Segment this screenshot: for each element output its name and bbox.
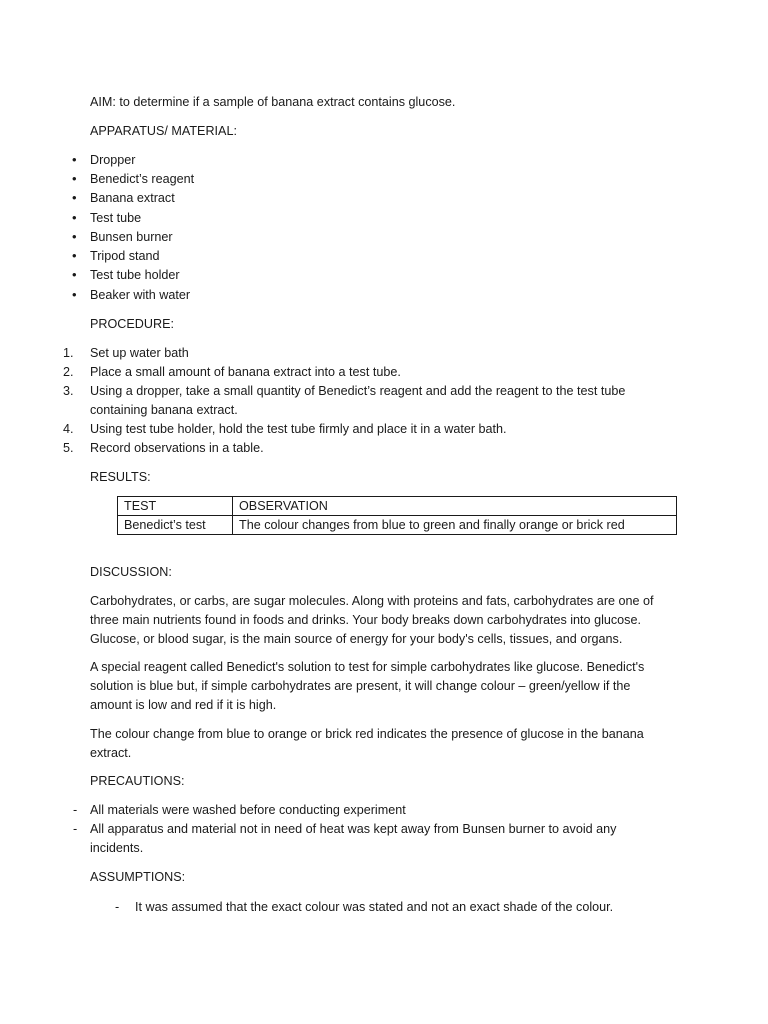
aim-text: AIM: to determine if a sample of banana extract contains glucose. [90, 95, 456, 109]
bullet-icon: • [72, 190, 77, 205]
table-row [118, 516, 677, 535]
assumption-item: It was assumed that the exact colour was stated and not an exact shade of the colour. [135, 900, 614, 914]
bullet-icon: • [72, 267, 77, 282]
apparatus-item: Dropper [90, 153, 136, 167]
apparatus-item: Test tube [90, 211, 142, 225]
table-header-cell: TEST [118, 497, 233, 516]
dash-marker: - [73, 822, 78, 836]
bullet-icon: • [72, 248, 77, 263]
procedure-step: Record observations in a table. [90, 441, 264, 455]
apparatus-item: Tripod stand [90, 249, 160, 263]
table-cell: Benedict’s test [118, 516, 233, 535]
results-table [117, 496, 677, 535]
discussion-paragraph: Carbohydrates, or carbs, are sugar molecules. Along with proteins and fats, carbohydrates are one of three main nutrients found in foods and drinks. Your body breaks down carbohydrates into glucose. Glucose, or blood sugar, is the main source of energy for your body's cells, tissues, and organs. [90, 594, 654, 647]
discussion-paragraph: The colour change from blue to orange or brick red indicates the presence of glucose in the banana extract. [90, 727, 644, 761]
procedure-step: Using test tube holder, hold the test tube firmly and place it in a water bath. [90, 422, 507, 436]
step-number: 2. [63, 365, 74, 379]
bullet-icon: • [72, 152, 77, 167]
procedure-step: Place a small amount of banana extract into a test tube. [90, 365, 401, 379]
apparatus-item: Banana extract [90, 191, 175, 205]
dash-marker: - [73, 803, 78, 817]
assumptions-heading: ASSUMPTIONS: [90, 870, 186, 884]
table-header-row [118, 497, 677, 516]
procedure-step-continued: containing banana extract. [90, 403, 238, 417]
bullet-icon: • [72, 287, 77, 302]
apparatus-item: Test tube holder [90, 268, 180, 282]
apparatus-heading: APPARATUS/ MATERIAL: [90, 124, 237, 138]
precautions-heading: PRECAUTIONS: [90, 774, 185, 788]
step-number: 1. [63, 346, 74, 360]
bullet-icon: • [72, 229, 77, 244]
procedure-heading: PROCEDURE: [90, 317, 174, 331]
procedure-step: Set up water bath [90, 346, 189, 360]
apparatus-item: Benedict’s reagent [90, 172, 195, 186]
bullet-icon: • [72, 171, 77, 186]
dash-marker: - [115, 900, 120, 914]
step-number: 3. [63, 384, 74, 398]
precaution-item: All materials were washed before conducting experiment [90, 803, 406, 817]
table-cell: The colour changes from blue to green and finally orange or brick red [233, 516, 677, 535]
step-number: 4. [63, 422, 74, 436]
apparatus-item: Bunsen burner [90, 230, 173, 244]
bullet-icon: • [72, 210, 77, 225]
results-heading: RESULTS: [90, 470, 151, 484]
procedure-step: Using a dropper, take a small quantity of Benedict’s reagent and add the reagent to the test tube [90, 384, 626, 398]
table-header-cell: OBSERVATION [233, 497, 677, 516]
step-number: 5. [63, 441, 74, 455]
discussion-paragraph: A special reagent called Benedict's solution to test for simple carbohydrates like glucose. Benedict's solution is blue but, if simple carbohydrates are present, it will change colour – green/yellow if the amount is low and red if it is high. [90, 660, 645, 713]
apparatus-item: Beaker with water [90, 288, 191, 302]
discussion-heading: DISCUSSION: [90, 565, 172, 579]
precaution-item: All apparatus and material not in need of heat was kept away from Bunsen burner to avoid any incidents. [90, 822, 617, 856]
